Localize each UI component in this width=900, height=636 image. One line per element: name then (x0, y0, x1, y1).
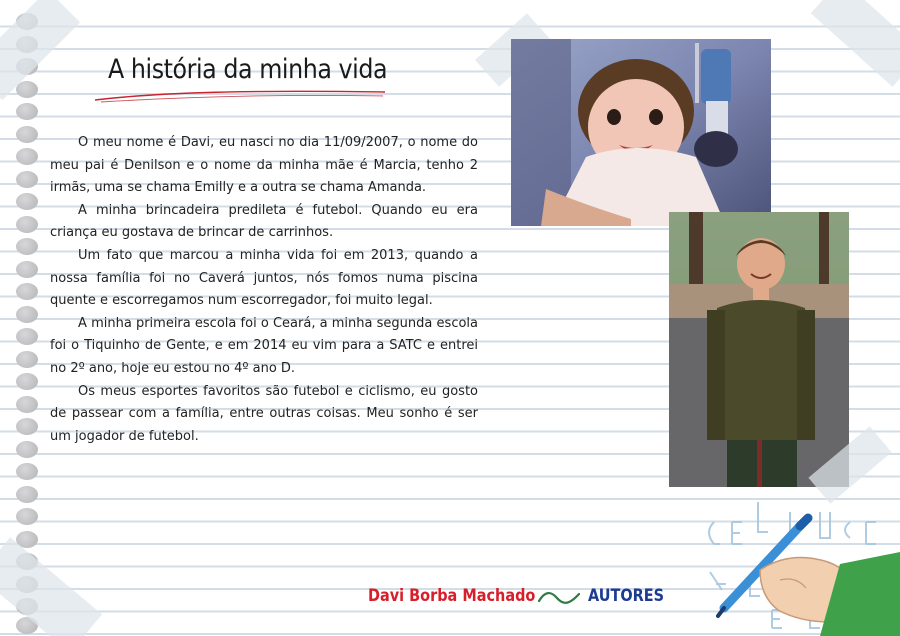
boy-photo (669, 212, 849, 487)
binder-hole (16, 418, 38, 435)
binder-hole (16, 148, 38, 165)
writing-hand-icon (690, 492, 900, 636)
binder-hole (16, 328, 38, 345)
binder-hole (16, 283, 38, 300)
baby-photo (511, 39, 771, 226)
paragraph: A minha primeira escola foi o Ceará, a minha segunda escola foi o Tiquinho de Gente, e em 2014 eu vim para a SATC e entrei no 2º ano, hoje eu estou no 4º ano D. (50, 315, 478, 376)
tape-top-left (0, 0, 80, 100)
binder-hole (16, 463, 38, 480)
binder-hole (16, 396, 38, 413)
paragraph: O meu nome é Davi, eu nasci no dia 11/09/2007, o nome do meu pai é Denilson e o nome da minha mãe é Marcia, tenho 2 irmãs, uma se chama Emilly e a outra se chama Amanda. (50, 135, 478, 196)
binder-hole (16, 103, 38, 120)
binder-hole (16, 238, 38, 255)
title-underline (93, 88, 393, 106)
binder-hole (16, 373, 38, 390)
squiggle-icon (537, 589, 581, 607)
binder-hole (16, 306, 38, 323)
page-title: A história da minha vida (108, 54, 388, 85)
paragraph: A minha brincadeira predileta é futebol. Quando eu era criança eu gostava de brincar de carrinhos. (50, 202, 478, 241)
binder-hole (16, 193, 38, 210)
paragraph: Os meus esportes favoritos são futebol e ciclismo, eu gosto de passear com a família, entre outras coisas. Meu sonho é ser um jogador de futebol. (50, 383, 478, 444)
binder-hole (16, 216, 38, 233)
story-text (50, 132, 478, 448)
binder-hole (16, 441, 38, 458)
author-name: Davi Borba Machado (368, 586, 536, 606)
binder-hole (16, 486, 38, 503)
tape-top-right (811, 0, 900, 87)
binder-hole (16, 171, 38, 188)
binder-hole (16, 508, 38, 525)
paragraph: Um fato que marcou a minha vida foi em 2013, quando a nossa família foi no Caverá juntos, nós fomos numa piscina quente e escorregamos num escorregador, foi muito legal. (50, 247, 478, 309)
authors-label: AUTORES (588, 586, 665, 606)
binder-hole (16, 126, 38, 143)
binder-holes (16, 0, 40, 636)
binder-hole (16, 261, 38, 278)
binder-hole (16, 351, 38, 368)
binder-hole (16, 81, 38, 98)
